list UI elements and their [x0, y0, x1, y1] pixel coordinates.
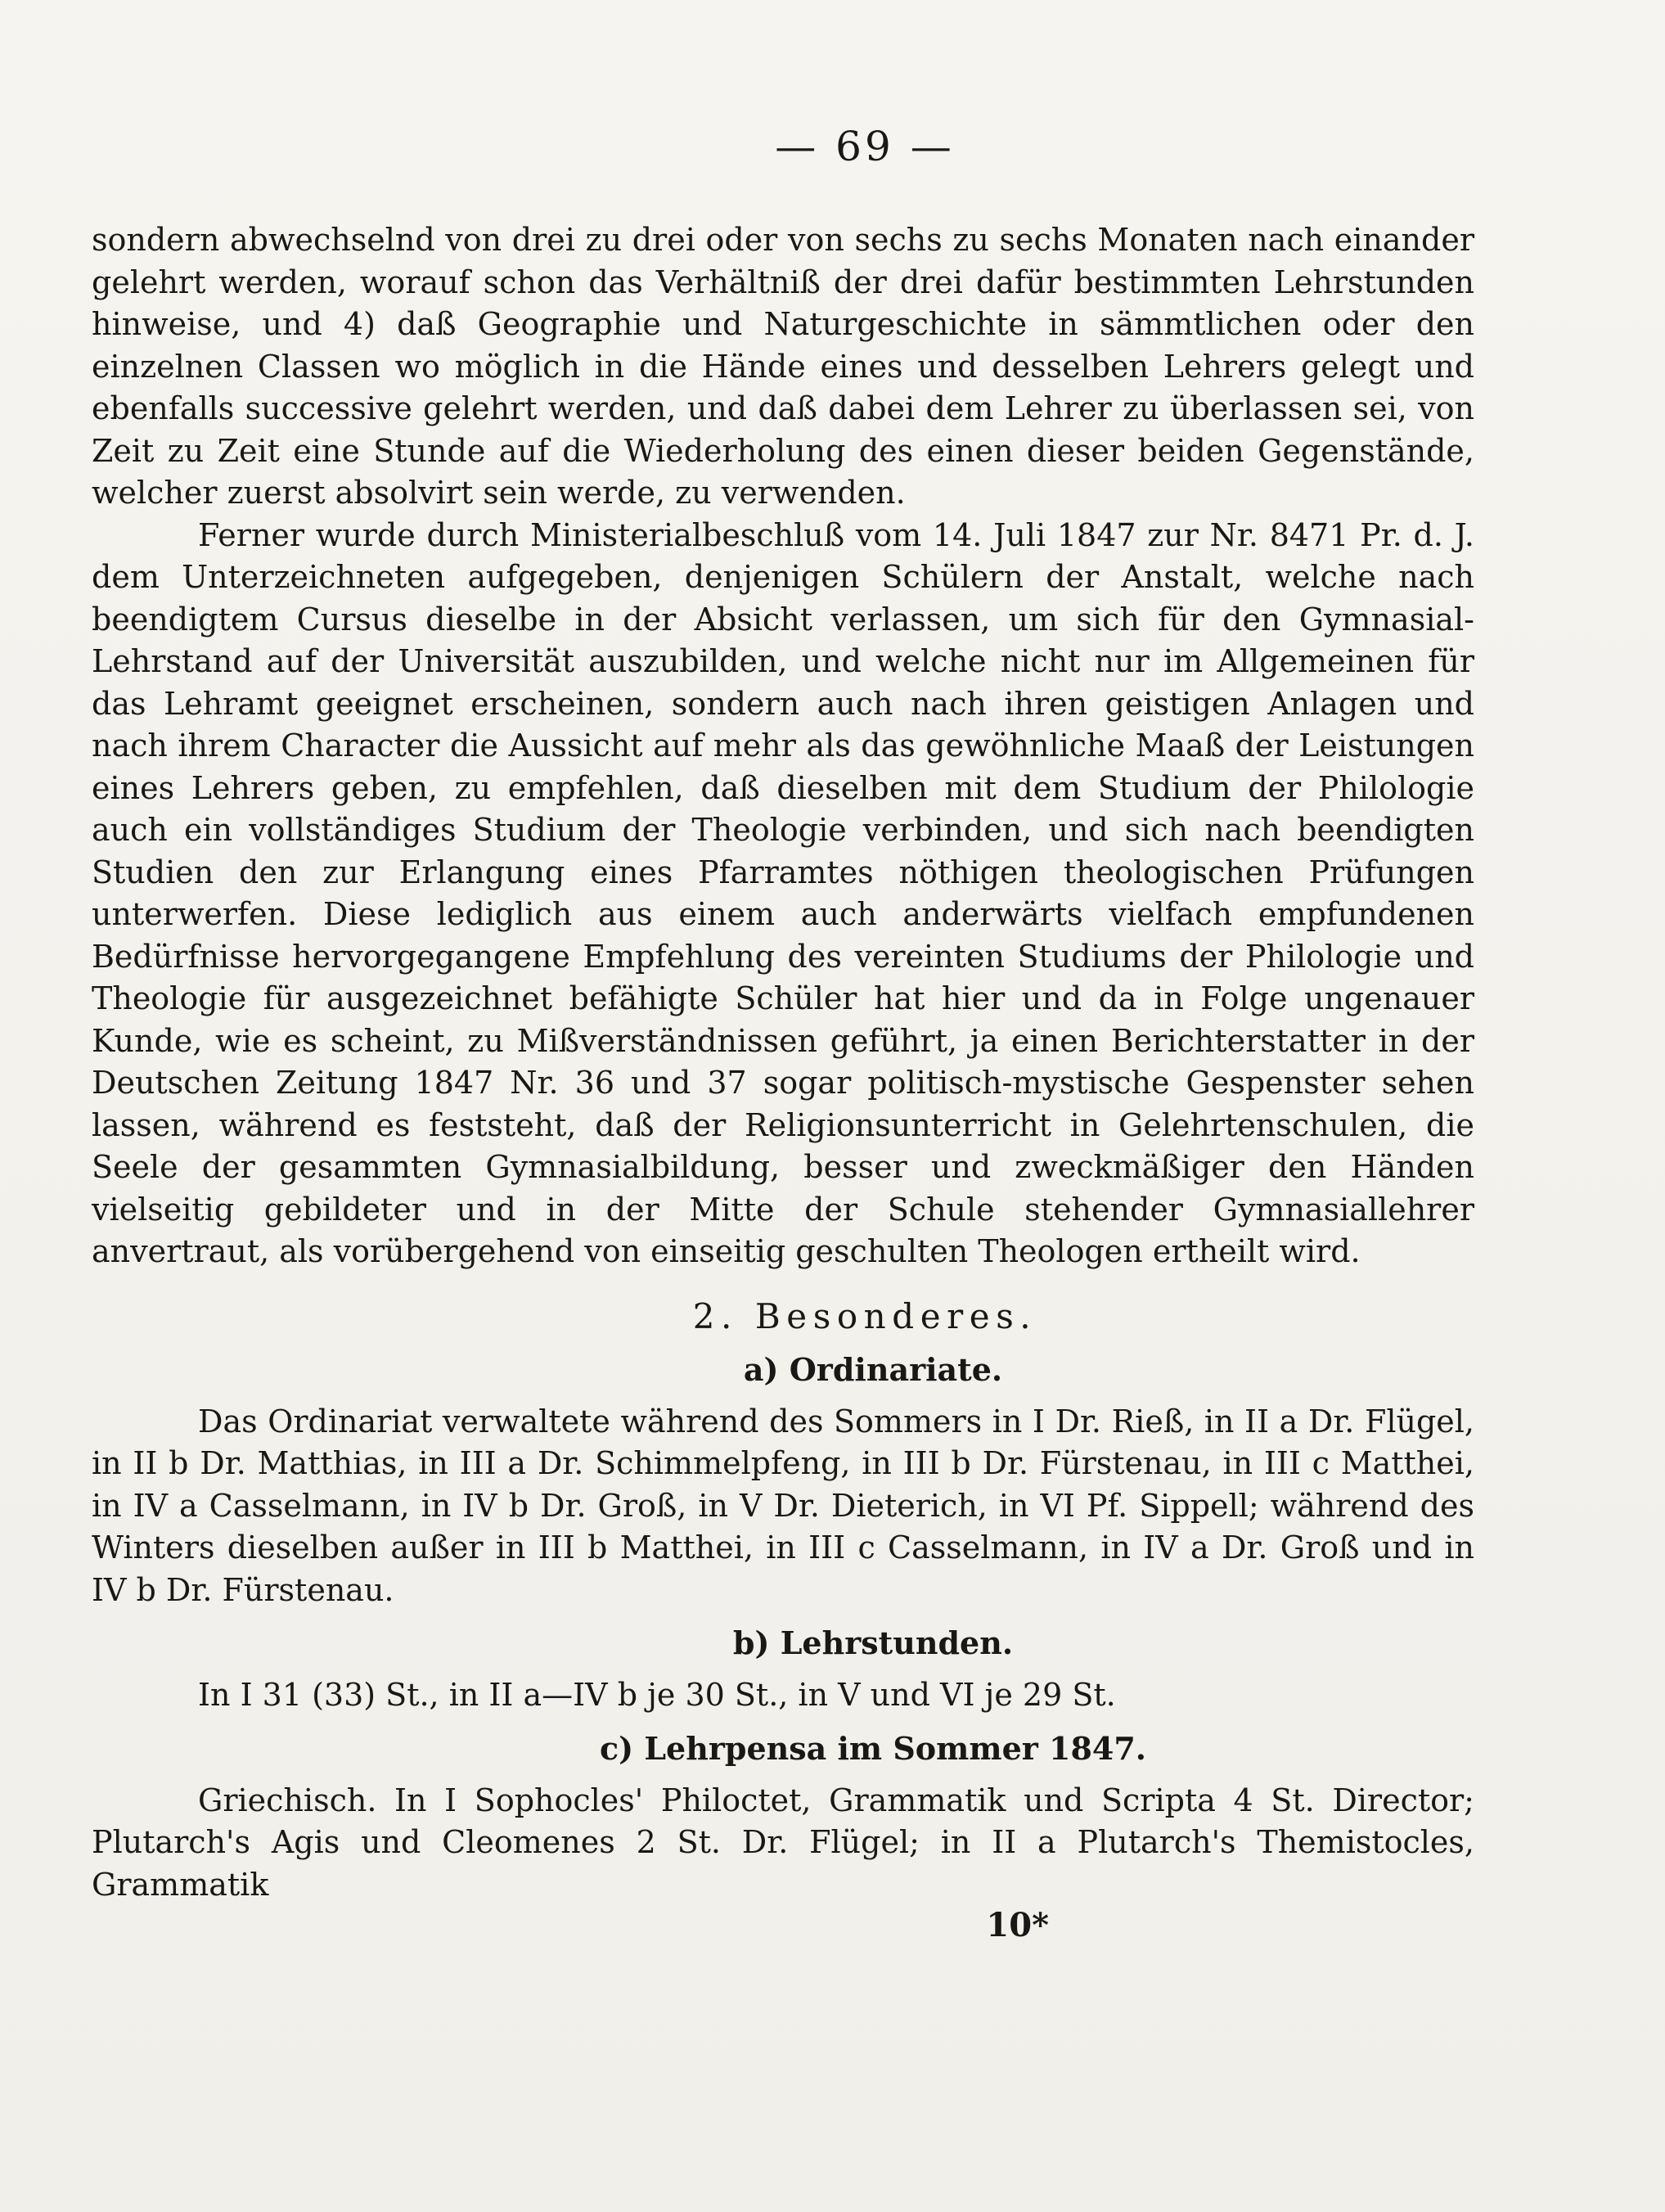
subheading-ordinariate: a) Ordinariate. — [743, 1350, 1003, 1388]
paragraph-ordinariat: Das Ordinariat verwaltete während des Sommers in I Dr. Rieß, in II a Dr. Flügel, in II b Dr. Matthias, in III a Dr. Schimmelpfeng, in III b Dr. Fürstenau, in III c Matthei, in IV a Casselmann, in IV b Dr. Groß, in V Dr. Dieterich, in VI Pf. Sippell; während des Winters dieselben außer in III b Matthei, in III c Casselmann, in IV a Dr. Groß und in IV b Dr. Fürstenau. — [92, 1403, 1474, 1608]
paragraph-griechisch: Griechisch. In I Sophocles' Philoctet, Grammatik und Scripta 4 St. Director; Plutarch's Agis und Cleomenes 2 St. Dr. Flügel; in II a Plutarch's Themistocles, Grammatik — [92, 1782, 1474, 1903]
paragraph-continuation: sondern abwechselnd von drei zu drei oder von sechs zu sechs Monaten nach einander gelehrt werden, worauf schon das Verhältniß der drei dafür bestimmten Lehrstunden hinweise, und 4) daß Geographie und Naturgeschichte in sämmtlichen oder den einzelnen Classen wo möglich in die Hände eines und desselben Lehrers gelegt und ebenfalls successive gelehrt werden, und daß dabei dem Lehrer zu überlassen sei, von Zeit zu Zeit eine Stunde auf die Wiederholung des einen dieser beiden Gegenstände, welcher zuerst absolvirt sein werde, zu verwenden. — [92, 222, 1474, 511]
section-heading: 2. Besonderes. — [692, 1295, 1037, 1336]
paragraph-lehrstunden: In I 31 (33) St., in II a—IV b je 30 St., in V und VI je 29 St. — [198, 1677, 1116, 1713]
page-number: — 69 — — [775, 123, 955, 170]
signature-mark: 10* — [986, 1906, 1049, 1944]
paragraph-ministerial-decree: Ferner wurde durch Ministerialbeschluß vom 14. Juli 1847 zur Nr. 8471 Pr. d. J. dem Unterzeichneten aufgegeben, denjenigen Schülern der Anstalt, welche nach beendigtem Cursus dieselbe in der Absicht verlassen, um sich für den Gymnasial-Lehrstand auf der Universität auszubilden, und welche nicht nur im Allgemeinen für das Lehramt geeignet erscheinen, sondern auch nach ihren geistigen Anlagen und nach ihrem Character die Aussicht auf mehr als das gewöhnliche Maaß der Leistungen eines Lehrers geben, zu empfehlen, daß dieselben mit dem Studium der Philologie auch ein vollständiges Studium der Theologie verbinden, und sich nach beendigten Studien den zur Erlangung eines Pfarramtes nöthigen theologischen Prüfungen unterwerfen. Diese lediglich aus einem auch anderwärts vielfach empfundenen Bedürfnisse hervorgegangene Empfehlung des vereinten Studiums der Philologie und Theologie für ausgezeichnet befähigte Schüler hat hier und da in Folge ungenauer Kunde, wie es scheint, zu Mißverständnissen geführt, ja einen Berichterstatter in der Deutschen Zeitung 1847 Nr. 36 und 37 sogar politisch-mystische Gespenster sehen lassen, während es feststeht, daß der Religionsunterricht in Gelehrtenschulen, die Seele der gesammten Gymnasialbildung, besser und zweckmäßiger den Händen vielseitig gebildeter und in der Mitte der Schule stehender Gymnasiallehrer anvertraut, als vorübergehend von einseitig geschulten Theologen ertheilt wird. — [92, 516, 1474, 1269]
page-content — [92, 123, 1474, 1944]
subheading-lehrstunden: b) Lehrstunden. — [732, 1624, 1014, 1661]
subheading-lehrpensa: c) Lehrpensa im Sommer 1847. — [599, 1729, 1146, 1767]
